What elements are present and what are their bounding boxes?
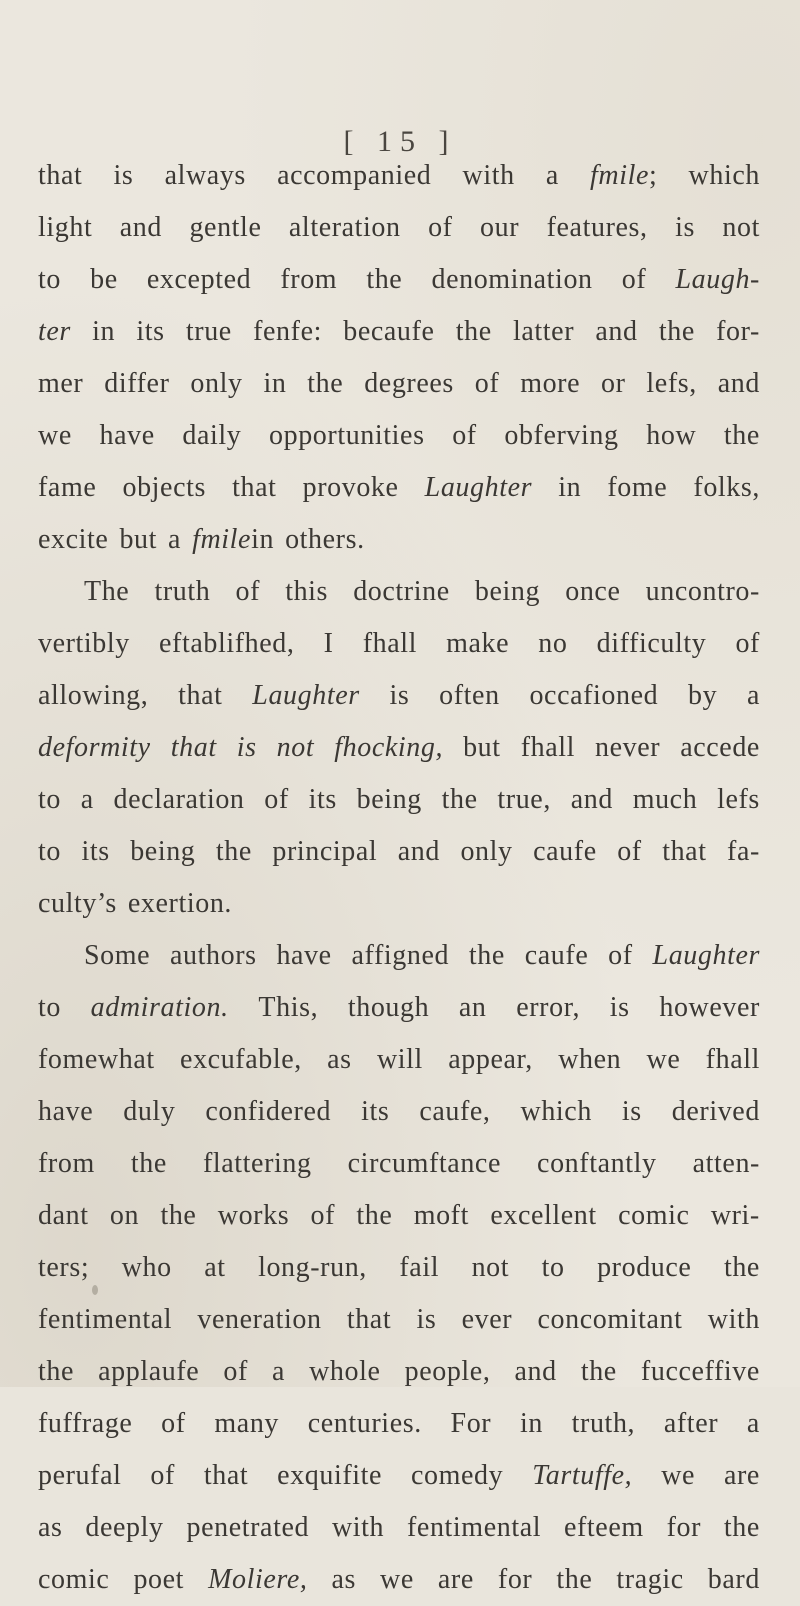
word: of <box>608 940 633 971</box>
word: of <box>150 1460 175 1491</box>
word: a <box>168 524 182 555</box>
word: for <box>666 1512 702 1543</box>
word: culty’s <box>38 888 117 919</box>
word: of <box>264 784 289 815</box>
word: are <box>437 1564 474 1595</box>
word: fa- <box>727 836 760 867</box>
word: eftablifhed, <box>159 628 295 659</box>
word: the <box>455 316 492 347</box>
word: authors <box>170 940 257 971</box>
word: perufal <box>38 1460 122 1491</box>
word: efteem <box>563 1512 644 1543</box>
text-line <box>38 670 760 722</box>
word: the <box>356 1200 393 1231</box>
word: long-run, <box>258 1252 367 1283</box>
text-line <box>38 566 760 618</box>
italic-word: deformity <box>38 732 151 763</box>
text-line <box>38 1450 760 1502</box>
word: obferving <box>504 420 619 451</box>
word: differ <box>104 368 170 399</box>
word: true, <box>497 784 551 815</box>
italic-word: Tartuffe, <box>532 1460 633 1491</box>
word: is <box>416 1304 437 1335</box>
word: dant <box>38 1200 89 1231</box>
word: I <box>323 628 334 659</box>
text-line <box>38 1242 760 1294</box>
word: circumftance <box>347 1148 501 1179</box>
word: fome <box>607 472 668 503</box>
text-line <box>38 774 760 826</box>
word: to <box>38 264 61 295</box>
word: excite <box>38 524 109 555</box>
word: as <box>331 1564 357 1595</box>
word: its <box>361 1096 390 1127</box>
word: to <box>38 784 61 815</box>
italic-word: admiration. <box>90 992 229 1023</box>
word: is <box>609 992 630 1023</box>
word: never <box>595 732 661 763</box>
body-text <box>38 150 760 1606</box>
word: that <box>662 836 707 867</box>
word: the <box>366 264 403 295</box>
word: comic <box>618 1200 690 1231</box>
word: concomitant <box>537 1304 683 1335</box>
word: not <box>471 1252 510 1283</box>
italic-word: Laughter <box>424 472 533 503</box>
word: are <box>723 1460 760 1491</box>
italic-word: that <box>170 732 217 763</box>
word: only <box>190 368 243 399</box>
word: on <box>109 1200 140 1231</box>
word: in <box>558 472 582 503</box>
word: alteration <box>288 212 401 243</box>
word: excepted <box>146 264 252 295</box>
word: to <box>38 992 61 1023</box>
word: objects <box>122 472 206 503</box>
word: the <box>307 368 344 399</box>
italic-word: fhocking, <box>334 732 444 763</box>
italic-word: Moliere, <box>208 1564 308 1595</box>
word: degrees <box>364 368 454 399</box>
word: and <box>119 212 163 243</box>
word: caufe <box>533 836 597 867</box>
word: of <box>223 1356 248 1387</box>
word: is <box>621 1096 642 1127</box>
word: and <box>397 836 440 867</box>
word: provoke <box>302 472 399 503</box>
word: we <box>661 1460 696 1491</box>
word: is <box>389 680 410 711</box>
word: fentimental <box>407 1512 542 1543</box>
word: features, <box>546 212 648 243</box>
word: atten- <box>692 1148 760 1179</box>
word: be <box>90 264 118 295</box>
word: once <box>565 576 621 607</box>
word: more <box>520 368 581 399</box>
text-line <box>38 1502 760 1554</box>
text-line <box>38 618 760 670</box>
text-line <box>38 358 760 410</box>
word: and <box>595 316 638 347</box>
text-line <box>38 202 760 254</box>
word: of <box>310 1200 336 1231</box>
italic-word: not <box>276 732 315 763</box>
word: of <box>735 628 760 659</box>
word: no <box>538 628 568 659</box>
word: allowing, <box>38 680 149 711</box>
word: exquifite <box>277 1460 383 1491</box>
word: gentle <box>189 212 262 243</box>
text-line <box>38 930 760 982</box>
word: which <box>520 1096 592 1127</box>
word: in <box>519 1408 543 1439</box>
word: or <box>601 368 626 399</box>
word: opportunities <box>269 420 425 451</box>
text-line <box>38 826 760 878</box>
word: excufable, <box>180 1044 302 1075</box>
word: doctrine <box>353 576 450 607</box>
word: accompanied <box>277 160 432 191</box>
word: error, <box>516 992 581 1023</box>
word: others. <box>285 524 365 555</box>
word: but <box>119 524 158 555</box>
word: deeply <box>85 1512 164 1543</box>
word: the <box>723 1512 760 1543</box>
text-line <box>38 306 760 358</box>
word: works <box>217 1200 290 1231</box>
text-line <box>38 878 760 930</box>
word: by <box>688 680 718 711</box>
word: principal <box>272 836 378 867</box>
word: that <box>346 1304 392 1335</box>
word: truth <box>154 576 211 607</box>
word: true <box>185 316 232 347</box>
word: occafioned <box>529 680 659 711</box>
word: the <box>441 784 478 815</box>
word: who <box>121 1252 172 1283</box>
word: caufe, <box>419 1096 491 1127</box>
word: centuries. <box>307 1408 422 1439</box>
word: of <box>621 264 647 295</box>
italic-word: Laugh- <box>675 264 760 295</box>
word: with <box>331 1512 385 1543</box>
word: will <box>376 1044 423 1075</box>
word: becaufe <box>343 316 435 347</box>
word: caufe <box>524 940 589 971</box>
word: fhall <box>520 732 575 763</box>
word: is <box>113 160 134 191</box>
word: the <box>580 1356 617 1387</box>
word: for- <box>716 316 760 347</box>
word: ever <box>461 1304 513 1335</box>
word: at <box>204 1252 226 1283</box>
word: its <box>81 836 110 867</box>
word: as <box>38 1512 63 1543</box>
word: a <box>271 1356 285 1387</box>
word: of <box>474 368 500 399</box>
italic-word: Laughter <box>652 940 760 971</box>
word: the <box>160 1200 197 1231</box>
italic-word: Laughter <box>252 680 360 711</box>
word: accede <box>680 732 760 763</box>
word: tragic <box>616 1564 684 1595</box>
word: This, <box>258 992 319 1023</box>
word: fucceffive <box>640 1356 760 1387</box>
word: an <box>458 992 487 1023</box>
word: fenfe: <box>253 316 322 347</box>
word: daily <box>182 420 242 451</box>
word: how <box>646 420 697 451</box>
text-line <box>38 410 760 462</box>
word: with <box>462 160 515 191</box>
word: in <box>251 524 275 555</box>
word: the <box>658 316 695 347</box>
word: as <box>327 1044 352 1075</box>
word: fame <box>38 472 97 503</box>
word: mer <box>38 368 84 399</box>
word: ; <box>649 160 658 191</box>
word: have <box>276 940 332 971</box>
word: affigned <box>351 940 450 971</box>
word: of <box>428 212 453 243</box>
word: denomination <box>431 264 593 295</box>
word: bard <box>707 1564 760 1595</box>
word: and <box>570 784 613 815</box>
word: with <box>707 1304 760 1335</box>
word: difficulty <box>596 628 707 659</box>
word: for <box>497 1564 533 1595</box>
word: a <box>80 784 94 815</box>
word: have <box>99 420 155 451</box>
word: when <box>558 1044 622 1075</box>
word: fhall <box>362 628 417 659</box>
word: that <box>203 1460 249 1491</box>
word: fomewhat <box>38 1044 155 1075</box>
word: and <box>514 1356 557 1387</box>
word: being <box>356 784 422 815</box>
word: fentimental <box>38 1304 173 1335</box>
word: the <box>723 1252 760 1283</box>
word: For <box>450 1408 492 1439</box>
word: however <box>659 992 760 1023</box>
word: that <box>178 680 223 711</box>
text-line <box>38 1346 760 1398</box>
word: from <box>38 1148 95 1179</box>
text-line <box>38 514 760 566</box>
word: wri- <box>710 1200 760 1231</box>
text-line <box>38 722 760 774</box>
word: we <box>380 1564 414 1595</box>
word: only <box>460 836 513 867</box>
word: much <box>632 784 698 815</box>
word: always <box>164 160 246 191</box>
word: the <box>723 420 760 451</box>
word: latter <box>513 316 575 347</box>
word: produce <box>597 1252 692 1283</box>
word: is <box>675 212 695 243</box>
text-line <box>38 1086 760 1138</box>
italic-word: fmile <box>192 524 252 555</box>
word: lefs <box>717 784 760 815</box>
word: the <box>468 940 505 971</box>
word: whole <box>309 1356 381 1387</box>
word: exertion. <box>127 888 233 919</box>
word: that <box>232 472 277 503</box>
word: after <box>663 1408 719 1439</box>
text-line <box>38 254 760 306</box>
word: derived <box>671 1096 760 1127</box>
word: the <box>556 1564 593 1595</box>
text-line <box>38 1034 760 1086</box>
word: excellent <box>490 1200 597 1231</box>
word: many <box>214 1408 280 1439</box>
word: uncontro- <box>645 576 760 607</box>
word: to <box>541 1252 565 1283</box>
italic-word: is <box>236 732 257 763</box>
word: we <box>646 1044 681 1075</box>
word: truth, <box>571 1408 636 1439</box>
word: from <box>280 264 338 295</box>
word: make <box>446 628 510 659</box>
word: veneration <box>197 1304 322 1335</box>
word: of <box>235 576 261 607</box>
text-line <box>38 1554 760 1606</box>
word: being <box>474 576 541 607</box>
word: people, <box>404 1356 491 1387</box>
word: comedy <box>411 1460 504 1491</box>
word: its <box>308 784 337 815</box>
word: which <box>688 160 760 191</box>
word: the <box>38 1356 75 1387</box>
word: a <box>746 1408 760 1439</box>
word: often <box>439 680 500 711</box>
text-line <box>38 982 760 1034</box>
word: being <box>130 836 196 867</box>
word: in <box>263 368 287 399</box>
word: this <box>285 576 329 607</box>
word: fail <box>399 1252 440 1283</box>
word <box>590 150 657 202</box>
word: penetrated <box>186 1512 310 1543</box>
italic-word: ter <box>38 316 71 347</box>
text-line <box>38 150 760 202</box>
word: conftantly <box>537 1148 657 1179</box>
word: our <box>480 212 520 243</box>
word: to <box>38 836 61 867</box>
word: applaufe <box>98 1356 200 1387</box>
text-line <box>38 1138 760 1190</box>
text-line <box>38 1294 760 1346</box>
word: have <box>38 1096 94 1127</box>
word: its <box>136 316 165 347</box>
ink-smudge <box>92 1285 98 1295</box>
word: the <box>130 1148 167 1179</box>
word: ters; <box>38 1252 90 1283</box>
text-line <box>38 1398 760 1450</box>
page-number: [ 15 ] <box>343 125 457 158</box>
word: but <box>463 732 501 763</box>
word: The <box>84 576 130 607</box>
word: flattering <box>202 1148 312 1179</box>
word: folks, <box>693 472 760 503</box>
word: poet <box>133 1564 185 1595</box>
text-line <box>38 1190 760 1242</box>
word: appear, <box>448 1044 533 1075</box>
word: in <box>92 316 116 347</box>
word: a <box>545 160 559 191</box>
word: fuffrage <box>38 1408 133 1439</box>
text-line <box>38 462 760 514</box>
word: that <box>38 160 83 191</box>
word: and <box>717 368 760 399</box>
word: Some <box>84 940 151 971</box>
word: vertibly <box>38 628 130 659</box>
italic-word: fmile <box>590 160 650 191</box>
word: duly <box>123 1096 176 1127</box>
word: declaration <box>113 784 245 815</box>
word: not <box>722 212 760 243</box>
word: light <box>38 212 93 243</box>
word: comic <box>38 1564 110 1595</box>
word: moft <box>413 1200 469 1231</box>
word: of <box>161 1408 186 1439</box>
word: confidered <box>205 1096 332 1127</box>
word: of <box>617 836 642 867</box>
word: we <box>38 420 72 451</box>
word: a <box>746 680 760 711</box>
word: though <box>347 992 430 1023</box>
word: fhall <box>705 1044 760 1075</box>
word: of <box>452 420 477 451</box>
word: the <box>215 836 252 867</box>
word: lefs, <box>646 368 697 399</box>
